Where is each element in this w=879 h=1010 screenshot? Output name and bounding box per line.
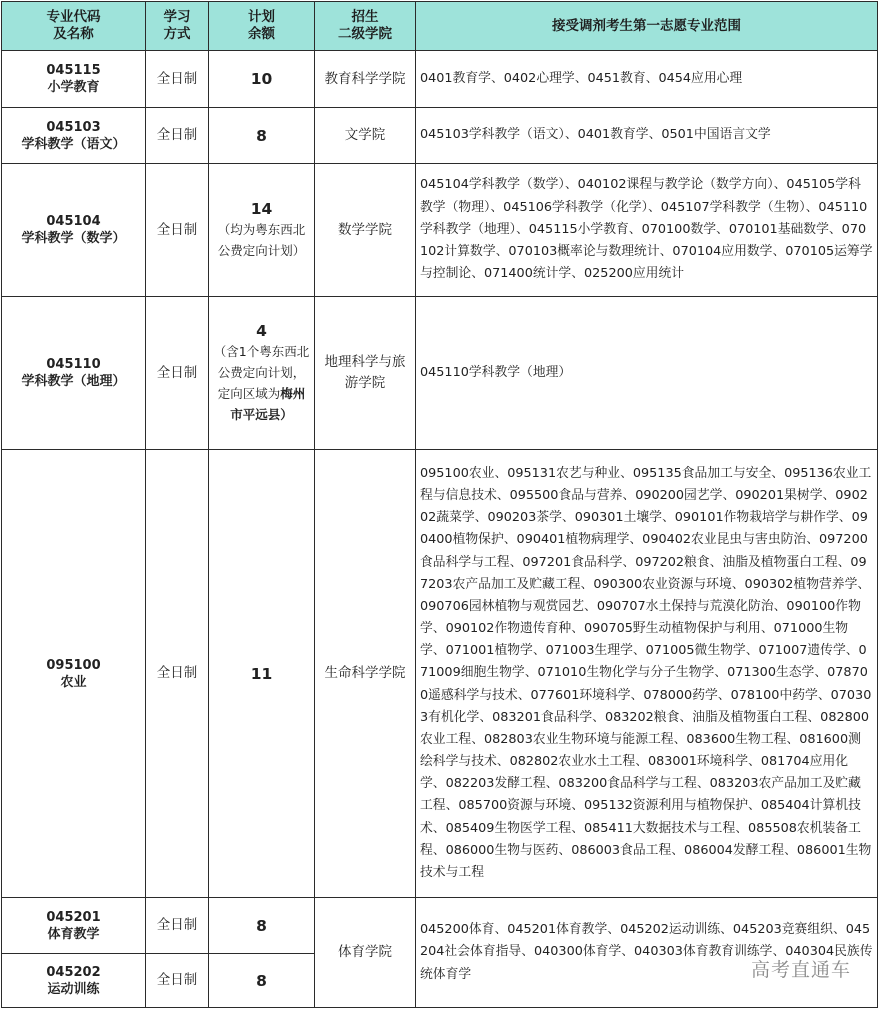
- plan-note: （均为粤东西北公费定向计划）: [217, 222, 306, 258]
- major-code-cell: 045202 运动训练: [2, 954, 146, 1008]
- major-code-cell: 095100 农业: [2, 450, 146, 898]
- scope-cell: 045103学科教学（语文）、0401教育学、0501中国语言文学: [416, 108, 878, 164]
- plan-note: （含1个粤东西北公费定向计划，定向区域为梅州市平远县）: [213, 344, 310, 422]
- header-scope: 接受调剂考生第一志愿专业范围: [416, 2, 878, 51]
- study-mode-cell: 全日制: [146, 954, 209, 1008]
- major-code-cell: 045201 体育教学: [2, 898, 146, 954]
- major-code-cell: 045110 学科教学（地理）: [2, 297, 146, 450]
- college-cell: 生命科学学院: [315, 450, 416, 898]
- plan-cell: 11: [209, 450, 315, 898]
- table-row: [2, 450, 878, 898]
- header-plan: 计划 余额: [209, 2, 315, 51]
- table-row: [2, 51, 878, 108]
- adjustment-table: [1, 1, 878, 1008]
- college-cell: 教育科学学院: [315, 51, 416, 108]
- plan-cell: 8: [209, 108, 315, 164]
- study-mode-cell: 全日制: [146, 297, 209, 450]
- study-mode-cell: 全日制: [146, 51, 209, 108]
- college-cell: 地理科学与旅游学院: [315, 297, 416, 450]
- scope-cell: 095100农业、095131农艺与种业、095135食品加工与安全、095136农业工程与信息技术、095500食品与营养、090200园艺学、090201果树学、090202蔬菜学、090203茶学、090301土壤学、090101作物栽培学与耕作学、090400植物保护、090401植物病理学、090402农业昆虫与害虫防治、097200食品科学与工程、097201食品科学、097202粮食、油脂及植物蛋白工程、097203农产品加工及贮藏工程、090300农业资源与环境、090302植物营养学、090706园林植物与观赏园艺、090707水土保持与荒漠化防治、090100作物学、090102作物遗传育种、090705野生动植物保护与利用、071000生物学、071001植物学、071003生理学、071005微生物学、071007遗传学、071009细胞生物学、071010生物化学与分子生物学、071300生态学、078700遥感科学与技术、077601环境科学、078000药学、078100中药学、070303有机化学、083201食品科学、083202粮食、油脂及植物蛋白工程、082800农业工程、082803农业生物环境与能源工程、083600生物工程、081600测绘科学与技术、082802农业水土工程、083001环境科学、081704应用化学、082203发酵工程、083200食品科学与工程、083203农产品加工及贮藏工程、085700资源与环境、095132资源利用与植物保护、085404计算机技术、085409生物医学工程、085411大数据技术与工程、085508农机装备工程、086000生物与医药、086003食品工程、086004发酵工程、086001生物技术与工程: [416, 450, 878, 898]
- table-row: [2, 164, 878, 297]
- table-row: [2, 297, 878, 450]
- plan-cell: 8: [209, 954, 315, 1008]
- college-cell: 体育学院: [315, 898, 416, 1008]
- table-header-row: [2, 2, 878, 51]
- table-row: [2, 108, 878, 164]
- plan-cell: 4 （含1个粤东西北公费定向计划，定向区域为梅州市平远县）: [209, 297, 315, 450]
- scope-cell: 045200体育、045201体育教学、045202运动训练、045203竞赛组织、045204社会体育指导、040300体育学、040303体育教育训练学、040304民族传统体育学: [416, 898, 878, 1008]
- plan-cell: 8: [209, 898, 315, 954]
- major-code-cell: 045104 学科教学（数学）: [2, 164, 146, 297]
- study-mode-cell: 全日制: [146, 108, 209, 164]
- header-mode: 学习 方式: [146, 2, 209, 51]
- header-code: 专业代码 及名称: [2, 2, 146, 51]
- scope-cell: 045110学科教学（地理）: [416, 297, 878, 450]
- plan-cell: 14 （均为粤东西北公费定向计划）: [209, 164, 315, 297]
- study-mode-cell: 全日制: [146, 450, 209, 898]
- study-mode-cell: 全日制: [146, 898, 209, 954]
- major-code-cell: 045103 学科教学（语文）: [2, 108, 146, 164]
- table-row: [2, 898, 878, 954]
- scope-cell: 045104学科教学（数学）、040102课程与教学论（数学方向）、045105学科教学（物理）、045106学科教学（化学）、045107学科教学（生物）、045110学科教学（地理）、045115小学教育、070100数学、070101基础数学、070102计算数学、070103概率论与数理统计、070104应用数学、070105运筹学与控制论、071400统计学、025200应用统计: [416, 164, 878, 297]
- scope-cell: 0401教育学、0402心理学、0451教育、0454应用心理: [416, 51, 878, 108]
- study-mode-cell: 全日制: [146, 164, 209, 297]
- major-code-cell: 045115 小学教育: [2, 51, 146, 108]
- plan-cell: 10: [209, 51, 315, 108]
- watermark-text: 高考直通车: [750, 959, 851, 981]
- header-college: 招生 二级学院: [315, 2, 416, 51]
- college-cell: 文学院: [315, 108, 416, 164]
- college-cell: 数学学院: [315, 164, 416, 297]
